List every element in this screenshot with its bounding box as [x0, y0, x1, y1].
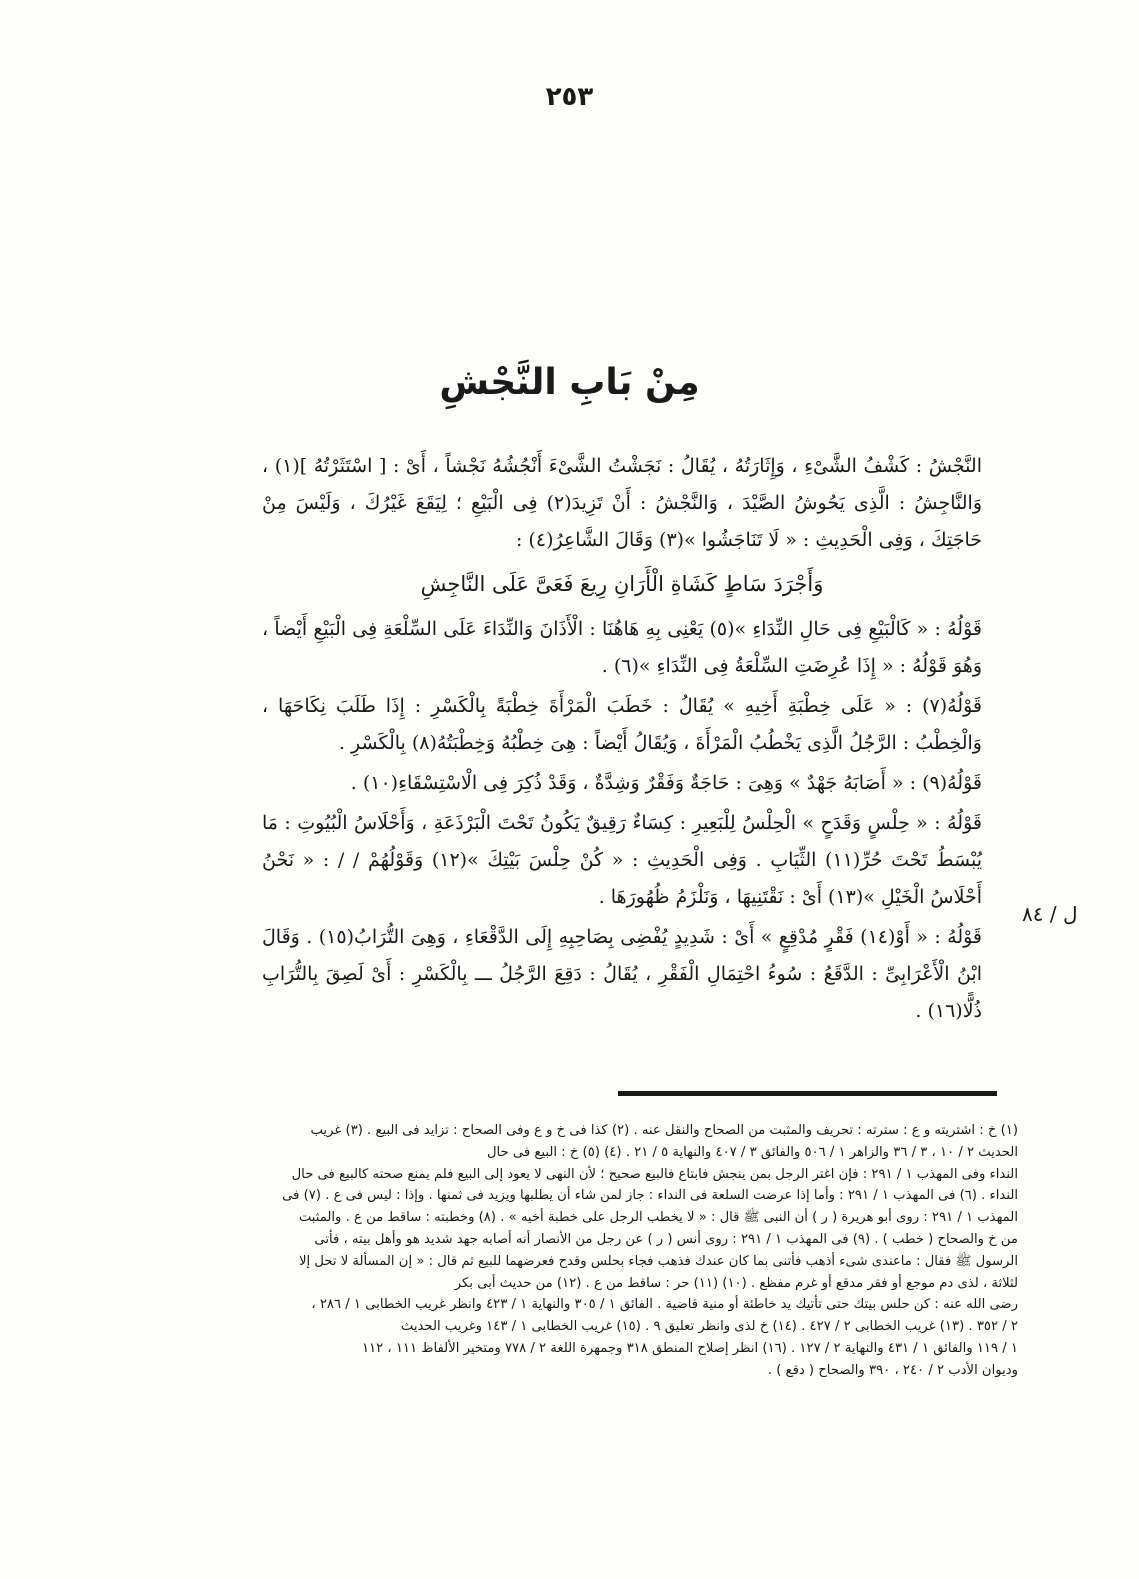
footnote-line: النداء . (٦) فى المهذب ١ / ٢٩١ : وأما إذا عرضت السلعة فى النداء : جاز لمن شاء أن يطلبها ويزيد فى ثمنها . وإذا : ليس فى ع . (٧) فى [282, 1188, 1018, 1204]
footnote-line: النداء وفى المهذب ١ / ٢٩١ : فإن اغتر الرجل بمن ينجش فابتاع فالبيع صحيح ؛ لأن النهى لا يعود إلى البيع فلم يمنع صحته كالبيع فى حال [291, 1166, 1018, 1182]
main-text [262, 448, 982, 1033]
footnote-line: ١ / ١١٩ والفائق ١ / ٤٣١ والنهاية ٢ / ١٢٧ . (١٦) انظر إصلاح المنطق ٣١٨ وجمهرة اللغة ٢ / ٧٧٨ ومتخير الألفاظ ١١١ ، ١١٢ [361, 1340, 1018, 1356]
paragraph-hils: قَوْلُهُ : « حِلْسٍ وَقَدَحٍ » الْحِلْسُ لِلْبَعِيرِ : كِسَاءٌ رَقِيقٌ يَكُونُ تَحْتَ الْبَرْذَعَةِ ، وَأَحْلَاسُ الْبُيُوتِ : مَا يُبْسَطُ تَحْتَ حُرِّ(١١) الثِّيَابِ . وَفِى الْحَدِيثِ : « كُنْ حِلْسَ بَيْتِكَ »(١٢) وَقَوْلُهُمْ / / : « نَحْنُ أَحْلَاسُ الْخَيْلِ »(١٣) أَىْ : نَقْتَنِيهَا ، وَنَلْزَمُ ظُهُورَهَا . [262, 812, 983, 908]
footnote-line: الحديث ٢ / ١٠ ، ٣ / ٣٦ والزاهر ١ / ٥٠٦ والفائق ٣ / ٤٠٧ والنهاية ٥ / ٢١ . (٤) (٥) خ : البيع فى حال [486, 1144, 1018, 1160]
paragraph-najsh-definition: النَّجْشُ : كَشْفُ الشَّىْءِ ، وَإِثَارَتُهُ ، يُقَالُ : نَجَشْتُ الشَّىْءَ أَنْجُشُهُ نَجْشاً ، أَىْ : [ اسْتَثَرْتُهُ ](١) ، وَالنَّاجِشُ : الَّذِى يَحُوشُ الصَّيْدَ ، وَالنَّجْشُ : أَنْ تَزِيدَ(٢) فِى الْبَيْعِ ؛ لِيَقَعَ غَيْرُكَ ، وَلَيْسَ مِنْ حَاجَتِكَ ، وَفِى الْحَدِيثِ : « لَا تَنَاجَشُوا »(٣) وَقَالَ الشَّاعِرُ(٤) : [262, 455, 982, 551]
manuscript-folio-note: ل / ٨٤ [1022, 902, 1078, 926]
footnote-line: ٢ / ٣٥٢ . (١٣) غريب الخطابى ٢ / ٤٢٧ . (١٤) خ لذى وانظر تعليق ٩ . (١٥) غريب الخطابى ١ / ١٤٣ وغريب الحديث [400, 1319, 1018, 1335]
footnote-line: لثلاثة ، لذى دم موجع أو فقر مدقع أو غرم مفظع . (١٠) (١١) حر : ساقط من ع . (١٢) من حديث أبى بكر [454, 1275, 1018, 1291]
paragraph-nida: قَوْلُهُ : « كَالْبَيْعِ فِى حَالِ النِّدَاءِ »(٥) يَعْنِى بِهِ هَاهُنَا : الْأَذَانَ وَالنِّدَاءَ عَلَى السِّلْعَةِ فِى الْبَيْعِ أَيْضاً ، وَهُوَ قَوْلُهُ : « إِذَا عُرِضَتِ السِّلْعَةُ فِى النِّدَاءِ »(٦) . [262, 618, 982, 677]
footnote-line: المهذب ١ / ٢٩١ : روى أبو هريرة ( ر ) أن النبى ﷺ قال : « لا يخطب الرجل على خطبة أخيه » . (٨) وخطبته : ساقط من ع . والمثبت [298, 1210, 1018, 1226]
chapter-title: مِنْ بَابِ النَّجْشِ [439, 362, 700, 403]
paragraph-faqr-mudqi: قَوْلُهُ : « أَوْ(١٤) فَقْرٍ مُدْقِعٍ » أَىْ : شَدِيدٍ يُفْضِى بِصَاحِبِهِ إِلَى الدَّقْعَاءِ ، وَهِىَ التُّرَابُ(١٥) . وَقَالَ ابْنُ الْأَعْرَابِىِّ : الدَّقَعُ : سُوءُ احْتِمَالِ الْفَقْرِ ، يُقَالُ : دَقِعَ الرَّجُلُ ـــ بِالْكَسْرِ : أَىْ لَصِقَ بِالتُّرَابِ ذُلًّا(١٦) . [262, 926, 983, 1022]
footnotes [88, 1120, 1018, 1382]
page-number: ٢٥٣ [545, 82, 594, 112]
poetry-verse: وَأَجْرَدَ سَاطٍ كَشَاةِ الْأَرَانِ رِيعَ فَعَىَّ عَلَى النَّاجِشِ [420, 572, 824, 596]
paragraph-khitba: قَوْلُهُ(٧) : « عَلَى خِطْبَةِ أَخِيهِ » يُقَالُ : خَطَبَ الْمَرْأَةَ خِطْبَةً بِالْكَسْرِ : إِذَا طَلَبَ نِكَاحَهَا ، وَالْخِطْبُ : الرَّجُلُ الَّذِى يَخْطُبُ الْمَرْأَةَ ، وَيُقَالُ أَيْضاً : هِىَ خِطْبُهُ وَخِطْبَتُهُ(٨) بِالْكَسْرِ . [262, 695, 982, 754]
footnote-line: وديوان الأدب ٢ / ٢٤٠ ، ٣٩٠ والصحاح ( دقع ) . [767, 1362, 1018, 1378]
footnote-divider [618, 1091, 997, 1096]
footnote-line: من خ والصحاح ( خطب ) . (٩) فى المهذب ١ / ٢٩١ : روى أنس ( ر ) عن رجل من الأنصار أنه أصابه جهد شديد هو وأهل بيته ، فأتى [314, 1231, 1018, 1247]
paragraph-jahd: قَوْلُهُ(٩) : « أَصَابَهُ جَهْدٌ » وَهِىَ : حَاجَةٌ وَفَقْرٌ وَشِدَّةٌ ، وَقَدْ ذُكِرَ فِى الْاسْتِسْقَاءِ(١٠) . [350, 772, 982, 794]
footnote-line: الرسول ﷺ فقال : ماعندى شىء أذهب فأتنى بما كان عندك فذهب فجاء بحلس وقدح فعرضهما للبيع ثم قال : « إن المسألة لا تحل إلا [298, 1253, 1018, 1269]
footnote-line: (١) خ : اشتريته و ع : سترته : تحريف والمثبت من الصحاح والنقل عنه . (٢) كذا فى خ و ع وفى الصحاح : تزايد فى البيع . (٣) غريب [310, 1123, 1018, 1138]
footnote-line: رضى الله عنه : كن حلس بيتك حتى تأتيك يد خاطئة أو منية قاضية . الفائق ١ / ٣٠٥ والنهاية ١ / ٤٢٣ وانظر غريب الخطابى ١ / ٢٨٦ ، [311, 1297, 1018, 1313]
